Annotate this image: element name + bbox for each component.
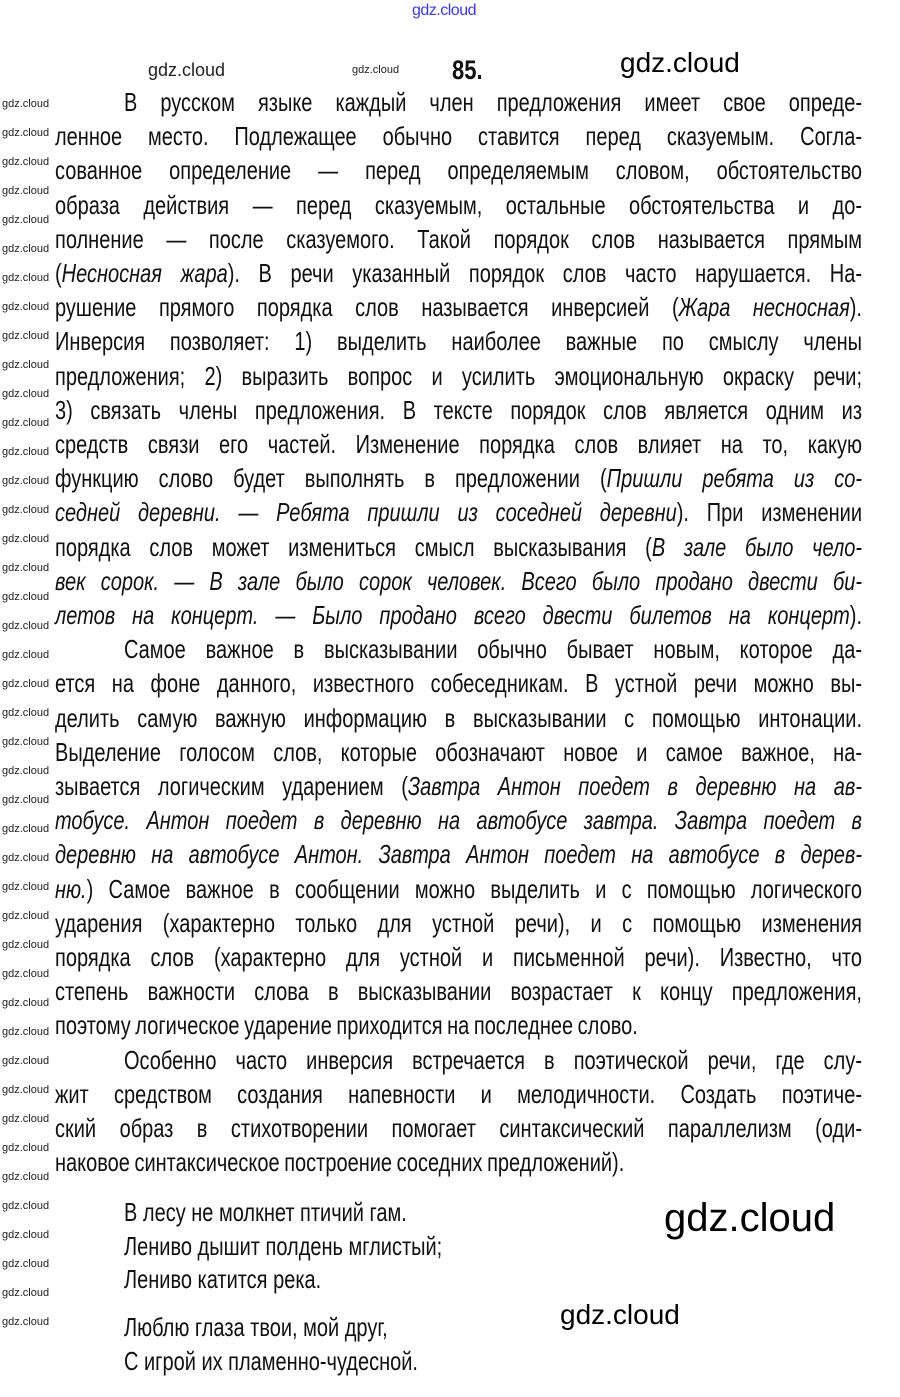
text-segment: зывается логическим ударением ( <box>55 773 408 802</box>
text-segment: порядка слов может измениться смысл высказывания ( <box>55 533 652 563</box>
poem-line: Лениво катится река. <box>124 1266 322 1295</box>
text-segment: ский образ в стихотворении помогает синтаксический параллелизм (оди- <box>55 1115 862 1144</box>
text-segment: степень важности слова в высказывании возрастает к концу предложения, <box>55 978 862 1007</box>
watermark: gdz.cloud <box>2 504 50 516</box>
italic-example: тобусе. Антон поедет в деревню на автобусе завтра. Завтра поедет в <box>55 807 862 836</box>
text-line <box>55 430 862 461</box>
watermark: gdz.cloud <box>2 98 50 110</box>
watermark: gdz.cloud <box>2 968 50 980</box>
text-line <box>55 840 862 871</box>
italic-example: ню. <box>55 875 87 905</box>
text-segment: В русском языке каждый член предложения имеет свое опреде- <box>124 89 862 118</box>
text-segment: сованное определение — перед определяемым словом, обстоятельство <box>55 157 862 186</box>
watermark: gdz.cloud <box>2 1084 50 1096</box>
text-segment: ленное место. Подлежащее обычно ставится перед сказуемым. Согла- <box>55 123 862 152</box>
watermark: gdz.cloud <box>352 64 400 76</box>
text-line <box>55 1148 862 1179</box>
text-line <box>55 704 862 735</box>
watermark: gdz.cloud <box>664 1196 836 1240</box>
italic-example: деревню на автобусе Антон. Завтра Антон поедет на автобусе в дерев- <box>55 841 862 870</box>
text-segment: Самое важное в высказывании обычно бывает новым, которое да- <box>124 636 862 665</box>
watermark: gdz.cloud <box>2 678 50 690</box>
italic-example: Завтра Антон поедет в деревню на ав- <box>407 773 862 802</box>
text-segment: функцию слово будет выполнять в предложении ( <box>55 465 607 494</box>
watermark: gdz.cloud <box>2 446 50 458</box>
exercise-number: 85. <box>452 54 483 85</box>
text-line <box>55 669 862 700</box>
text-line <box>55 1080 862 1111</box>
text-segment: предложения; 2) выразить вопрос и усилить эмоциональную окраску речи; <box>55 362 862 392</box>
watermark: gdz.cloud <box>2 1142 50 1154</box>
text-segment: ). При изменении <box>676 499 862 528</box>
watermark: gdz.cloud <box>2 707 50 719</box>
text-line <box>55 191 862 222</box>
text-line <box>55 977 862 1008</box>
text-line <box>55 498 862 529</box>
text-segment: Выделение голосом слов, которые обозначают новое и самое важное, на- <box>55 739 862 768</box>
text-segment: ). <box>849 294 862 323</box>
text-line <box>55 1114 862 1145</box>
text-segment: средств связи его частей. Изменение порядка слов влияет на то, какую <box>55 431 862 460</box>
text-line <box>55 533 862 564</box>
text-segment: Инверсия позволяет: 1) выделить наиболее важные по смыслу члены <box>55 328 862 357</box>
poem-line: Люблю глаза твои, мой друг, <box>124 1314 388 1343</box>
watermark: gdz.cloud <box>2 156 50 168</box>
text-line <box>55 1011 862 1042</box>
text-line <box>55 875 862 906</box>
watermark: gdz.cloud <box>2 301 50 313</box>
watermark: gdz.cloud <box>620 47 740 78</box>
text-segment: образа действия — перед сказуемым, остальные обстоятельства и до- <box>55 191 862 221</box>
watermark: gdz.cloud <box>2 1171 50 1183</box>
watermark: gdz.cloud <box>2 1200 50 1212</box>
watermark: gdz.cloud <box>2 649 50 661</box>
watermark: gdz.cloud <box>2 1287 50 1299</box>
text-line <box>124 1046 862 1077</box>
watermark: gdz.cloud <box>2 823 50 835</box>
text-line <box>55 909 862 940</box>
watermark: gdz.cloud <box>2 997 50 1009</box>
text-line <box>55 601 862 632</box>
text-segment: ется на фоне данного, известного собеседникам. В устной речи можно вы- <box>55 670 862 699</box>
watermark: gdz.cloud <box>2 1229 50 1241</box>
poem-line: В лесу не молкнет птичий гам. <box>124 1199 407 1228</box>
watermark: gdz.cloud <box>2 475 50 487</box>
text-line <box>124 635 862 666</box>
text-line <box>55 225 862 256</box>
text-segment: жит средством создания напевности и мелодичности. Создать поэтиче- <box>55 1081 862 1110</box>
watermark: gdz.cloud <box>2 1316 50 1328</box>
watermark: gdz.cloud <box>2 185 50 197</box>
watermark: gdz.cloud <box>2 388 50 400</box>
watermark: gdz.cloud <box>2 852 50 864</box>
text-segment: 3) связать члены предложения. В тексте порядок слов является одним из <box>55 397 862 426</box>
text-segment: ( <box>55 260 62 289</box>
italic-example: Пришли ребята из со- <box>606 465 862 494</box>
text-line <box>55 738 862 769</box>
watermark: gdz.cloud <box>560 1299 680 1330</box>
text-line <box>55 396 862 427</box>
text-segment: ) Самое важное в сообщении можно выделить и с помощью логического <box>86 875 862 905</box>
watermark: gdz.cloud <box>2 620 50 632</box>
italic-example: Жара несносная <box>678 294 850 323</box>
text-line <box>55 806 862 837</box>
text-segment: Особенно часто инверсия встречается в поэтической речи, где слу- <box>124 1046 862 1076</box>
watermark-top[interactable]: gdz.cloud <box>412 2 476 19</box>
text-line <box>55 567 862 598</box>
watermark: gdz.cloud <box>2 214 50 226</box>
text-line <box>55 464 862 495</box>
watermark: gdz.cloud <box>2 330 50 342</box>
text-line <box>55 293 862 324</box>
text-segment: делить самую важную информацию в высказывании с помощью интонации. <box>55 704 862 734</box>
text-line <box>55 362 862 393</box>
watermark: gdz.cloud <box>2 1113 50 1125</box>
poem-line: С игрой их пламенно-чудесной. <box>124 1348 418 1377</box>
watermark: gdz.cloud <box>2 881 50 893</box>
text-line <box>124 88 862 119</box>
watermark: gdz.cloud <box>2 562 50 574</box>
watermark: gdz.cloud <box>2 417 50 429</box>
watermark: gdz.cloud <box>2 591 50 603</box>
text-segment: ударения (характерно только для устной речи), и с помощью изменения <box>55 910 862 939</box>
text-line <box>55 772 862 803</box>
text-segment: ). <box>849 602 862 631</box>
watermark: gdz.cloud <box>2 127 50 139</box>
watermark: gdz.cloud <box>148 60 226 80</box>
text-segment: поэтому логическое ударение приходится на последнее слово. <box>55 1012 638 1041</box>
italic-example: Несносная жара <box>61 260 228 289</box>
text-line <box>55 156 862 187</box>
watermark: gdz.cloud <box>2 1055 50 1067</box>
text-segment: наковое синтаксическое построение соседних предложений). <box>55 1149 625 1178</box>
text-line <box>55 122 862 153</box>
text-segment: полнение — после сказуемого. Такой порядок слов называется прямым <box>55 226 862 255</box>
watermark: gdz.cloud <box>2 1026 50 1038</box>
watermark: gdz.cloud <box>2 910 50 922</box>
watermark: gdz.cloud <box>2 736 50 748</box>
text-line <box>55 327 862 358</box>
text-segment: порядка слов (характерно для устной и письменной речи). Известно, что <box>55 944 862 973</box>
italic-example: век сорок. — В зале было сорок человек. Всего было продано двести би- <box>55 568 862 597</box>
italic-example: летов на концерт. — Было продано всего двести билетов на концерт <box>55 602 850 631</box>
text-line <box>55 259 862 290</box>
watermark: gdz.cloud <box>2 243 50 255</box>
watermark: gdz.cloud <box>2 1258 50 1270</box>
text-segment: рушение прямого порядка слов называется инверсией ( <box>55 294 679 323</box>
italic-example: седней деревни. — Ребята пришли из соседней деревни <box>55 499 677 528</box>
text-segment: ). В речи указанный порядок слов часто нарушается. На- <box>227 260 863 289</box>
watermark: gdz.cloud <box>2 765 50 777</box>
poem-line: Лениво дышит полдень мглистый; <box>124 1233 443 1262</box>
watermark: gdz.cloud <box>2 272 50 284</box>
watermark: gdz.cloud <box>2 794 50 806</box>
watermark: gdz.cloud <box>2 939 50 951</box>
watermark: gdz.cloud <box>2 359 50 371</box>
watermark: gdz.cloud <box>2 533 50 545</box>
text-line <box>55 943 862 974</box>
italic-example: В зале было чело- <box>651 533 863 563</box>
